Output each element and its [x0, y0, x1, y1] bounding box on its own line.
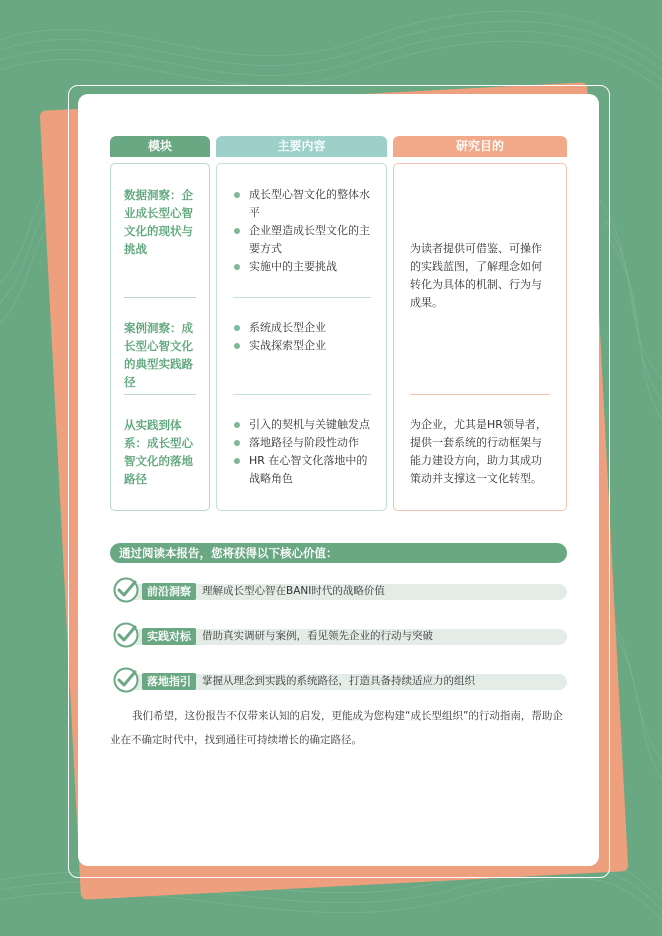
- closing-paragraph: 我们希望，这份报告不仅带来认知的启发，更能成为您构建“成长型组织”的行动指南，帮助企业在不确定时代中，找到通往可持续增长的确定路径。: [110, 710, 563, 746]
- bullet-icon: [234, 343, 240, 349]
- bullet-icon: [234, 440, 240, 446]
- value-banner: 通过阅读本报告，您将获得以下核心价值：: [110, 543, 567, 563]
- bullet-icon: [234, 458, 240, 464]
- module-data-insight: 数据洞察：企业成长型心智文化的现状与挑战: [124, 188, 193, 256]
- check-circle-icon: [113, 622, 139, 648]
- bullet-icon: [234, 192, 240, 198]
- column-header-module: 模块: [110, 136, 210, 157]
- list-item: 成长型心智文化的整体水平: [234, 186, 374, 222]
- list-item: 系统成长型企业: [234, 319, 374, 337]
- content-separator: [233, 297, 371, 298]
- list-item: HR 在心智文化落地中的战略角色: [234, 452, 374, 488]
- module-separator: [124, 297, 196, 298]
- content-list-3: [234, 416, 374, 488]
- bullet-icon: [234, 264, 240, 270]
- bullet-icon: [234, 325, 240, 331]
- value-tag: 实践对标: [142, 628, 196, 645]
- bullet-icon: [234, 228, 240, 234]
- check-circle-icon: [113, 577, 139, 603]
- value-row-benchmark: [113, 622, 568, 650]
- module-case-insight: 案例洞察：成长型心智文化的典型实践路径: [124, 321, 193, 389]
- list-item: 企业塑造成长型文化的主要方式: [234, 222, 374, 258]
- purpose-text-1: 为读者提供可借鉴、可操作的实践蓝图，了解理念如何转化为具体的机制、行为与成果。: [410, 242, 542, 309]
- module-practice-to-system: 从实践到体系：成长型心智文化的落地路径: [124, 418, 193, 486]
- value-text: 借助真实调研与案例，看见领先企业的行动与突破: [202, 630, 433, 642]
- value-text: 掌握从理念到实践的系统路径，打造具备持续适应力的组织: [202, 675, 475, 687]
- value-row-guidance: [113, 667, 568, 695]
- module-separator: [124, 394, 196, 395]
- list-item: 实战探索型企业: [234, 337, 374, 355]
- list-item: 落地路径与阶段性动作: [234, 434, 374, 452]
- column-header-purpose: 研究目的: [393, 136, 567, 157]
- list-item: 引入的契机与关键触发点: [234, 416, 374, 434]
- content-separator: [233, 394, 371, 395]
- bullet-icon: [234, 422, 240, 428]
- content-list-2: [234, 319, 374, 355]
- list-item: 实施中的主要挑战: [234, 258, 374, 276]
- value-tag: 前沿洞察: [142, 583, 196, 600]
- value-row-frontier: [113, 577, 568, 605]
- purpose-text-2: 为企业，尤其是HR领导者，提供一套系统的行动框架与能力建设方向，助力其成功策动并支撑这一文化转型。: [410, 418, 547, 485]
- value-tag: 落地指引: [142, 673, 196, 690]
- column-header-content: 主要内容: [216, 136, 387, 157]
- check-circle-icon: [113, 667, 139, 693]
- value-text: 理解成长型心智在BANI时代的战略价值: [202, 585, 385, 597]
- content-list-1: [234, 186, 374, 276]
- purpose-separator: [410, 394, 550, 395]
